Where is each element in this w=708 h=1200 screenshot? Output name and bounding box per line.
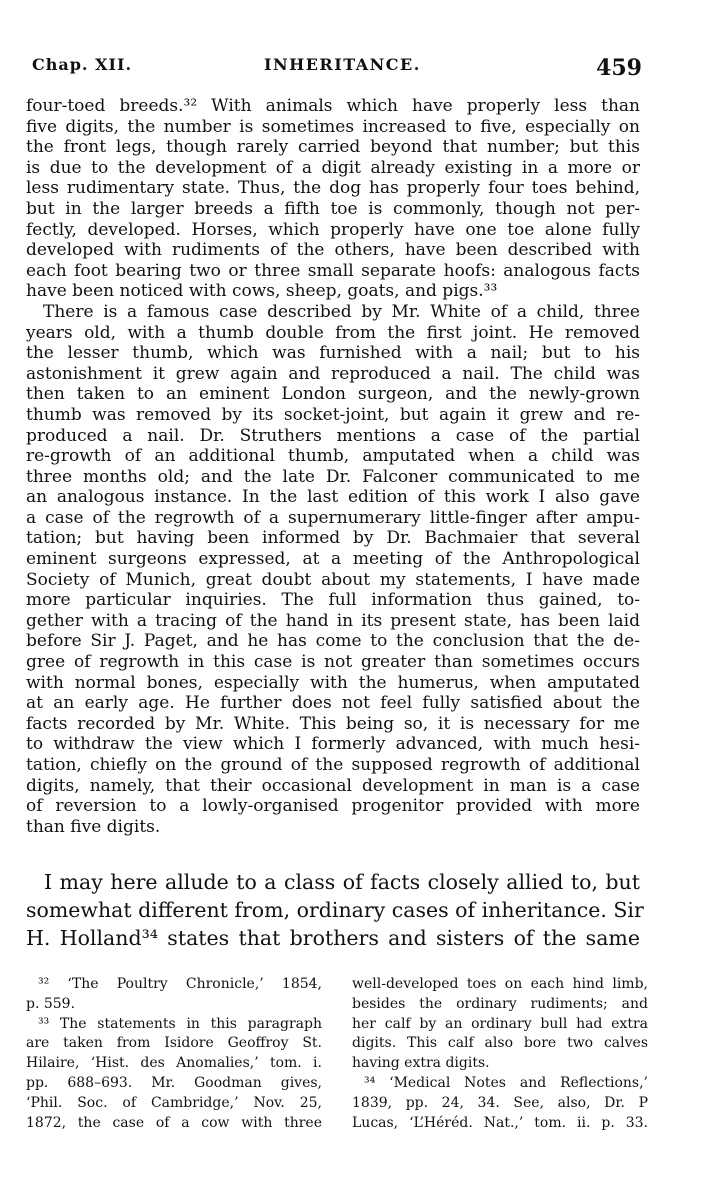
footnote-line: Hilaire, ‘Hist. des Anomalies,’ tom. i.	[26, 1055, 322, 1072]
text-line: re-growth of an additional thumb, amputated when a child was	[26, 446, 640, 467]
text-line: five digits, the number is sometimes increased to five, especially on	[26, 116, 640, 137]
text-line: H. Holland³⁴ states that brothers and sisters of the same	[26, 926, 640, 950]
text-line: facts recorded by Mr. White. This being so, it is necessary for me	[26, 713, 640, 734]
text-line: gree of regrowth in this case is not greater than sometimes occurs	[26, 652, 640, 673]
text-line: an analogous instance. In the last edition of this work I also gave	[26, 487, 640, 508]
footnote-line: Lucas, ‘L’Héréd. Nat.,’ tom. ii. p. 33.	[352, 1114, 648, 1131]
text-line: have been noticed with cows, sheep, goats, and pigs.³³	[26, 281, 498, 302]
text-line: more particular inquiries. The full information thus gained, to-	[26, 590, 640, 611]
footnote-line: digits. This calf also bore two calves	[352, 1035, 648, 1052]
text-line: There is a famous case described by Mr. White of a child, three	[43, 301, 640, 322]
text-line: fectly, developed. Horses, which properly have one toe alone fully	[26, 219, 640, 240]
text-line: of reversion to a lowly-organised progenitor provided with more	[26, 796, 640, 817]
paragraph-2	[26, 302, 640, 837]
footnote-line: p. 559.	[26, 995, 76, 1012]
text-line: gether with a tracing of the hand in its present state, has been laid	[26, 610, 640, 631]
text-line: the lesser thumb, which was furnished with a nail; but to his	[26, 343, 640, 364]
text-line: a case of the regrowth of a supernumerary little-finger after ampu-	[26, 507, 640, 528]
footnote-line: well-developed toes on each hind limb,	[352, 976, 648, 992]
main-text	[26, 96, 640, 837]
text-line: I may here allude to a class of facts closely allied to, but	[44, 870, 640, 894]
footnote-line: 1872, the case of a cow with three	[26, 1114, 322, 1131]
text-line: with normal bones, especially with the humerus, when amputated	[26, 672, 640, 693]
footnote-line: 1839, pp. 24, 34. See, also, Dr. P	[352, 1094, 648, 1111]
text-line: tation; but having been informed by Dr. Bachmaier that several	[26, 528, 640, 549]
text-line: thumb was removed by its socket-joint, but again it grew and re-	[26, 404, 640, 425]
text-line: digits, namely, that their occasional development in man is a case	[26, 775, 640, 796]
text-line: somewhat different from, ordinary cases of inheritance. Sir	[26, 898, 644, 922]
text-line: developed with rudiments of the others, have been described with	[26, 240, 640, 261]
footnote-line: ³² ‘The Poultry Chronicle,’ 1854,	[38, 976, 322, 992]
footnote-line: having extra digits.	[352, 1055, 490, 1072]
footnote-line: besides the ordinary rudiments; and	[352, 995, 648, 1012]
text-line: astonishment it grew again and reproduced a nail. The child was	[26, 363, 640, 384]
footnote-line: ³⁴ ‘Medical Notes and Reflections,’	[364, 1074, 648, 1091]
text-line: then taken to an eminent London surgeon, and the newly-grown	[26, 384, 640, 405]
text-line: tation, chiefly on the ground of the supposed regrowth of additional	[26, 755, 640, 775]
text-line: but in the larger breeds a fifth toe is commonly, though not per-	[26, 198, 640, 219]
text-line: less rudimentary state. Thus, the dog has properly four toes behind,	[26, 178, 640, 199]
text-line: to withdraw the view which I formerly advanced, with much hesi-	[26, 734, 640, 755]
footnote-line: her calf by an ordinary bull had extra	[352, 1015, 648, 1032]
footnotes-left-column	[26, 975, 322, 1133]
paragraph-1	[26, 96, 640, 302]
text-line: produced a nail. Dr. Struthers mentions a case of the partial	[26, 425, 640, 446]
text-line: years old, with a thumb double from the first joint. He removed	[26, 322, 640, 343]
text-line: is due to the development of a digit already existing in a more or	[26, 157, 640, 178]
running-title: INHERITANCE.	[264, 55, 421, 74]
footnotes-right-column	[352, 975, 648, 1133]
text-line: at an early age. He further does not feel fully satisfied about the	[26, 693, 640, 714]
text-line: Society of Munich, great doubt about my statements, I have made	[26, 569, 640, 590]
footnote-line: are taken from Isidore Geoffroy St.	[26, 1035, 322, 1052]
text-line: eminent surgeons expressed, at a meeting of the Anthropological	[26, 549, 640, 570]
text-line: four-toed breeds.³² With animals which have properly less than	[26, 96, 640, 116]
text-line: each foot bearing two or three small separate hoofs: analogous facts	[26, 260, 640, 281]
footnote-line: ³³ The statements in this paragraph	[38, 1015, 322, 1032]
footnote-line: pp. 688–693. Mr. Goodman gives,	[26, 1074, 322, 1091]
text-line: the front legs, though rarely carried beyond that number; but this	[26, 137, 640, 158]
footnote-line: ‘Phil. Soc. of Cambridge,’ Nov. 25,	[26, 1094, 322, 1111]
large-type-paragraph	[26, 868, 644, 952]
text-line: than five digits.	[26, 816, 161, 837]
text-line: three months old; and the late Dr. Falconer communicated to me	[26, 466, 640, 487]
page-number: 459	[596, 55, 642, 81]
text-line: before Sir J. Paget, and he has come to the conclusion that the de-	[26, 631, 640, 652]
chapter-label: Chap. XII.	[32, 55, 133, 74]
running-header	[32, 55, 642, 85]
